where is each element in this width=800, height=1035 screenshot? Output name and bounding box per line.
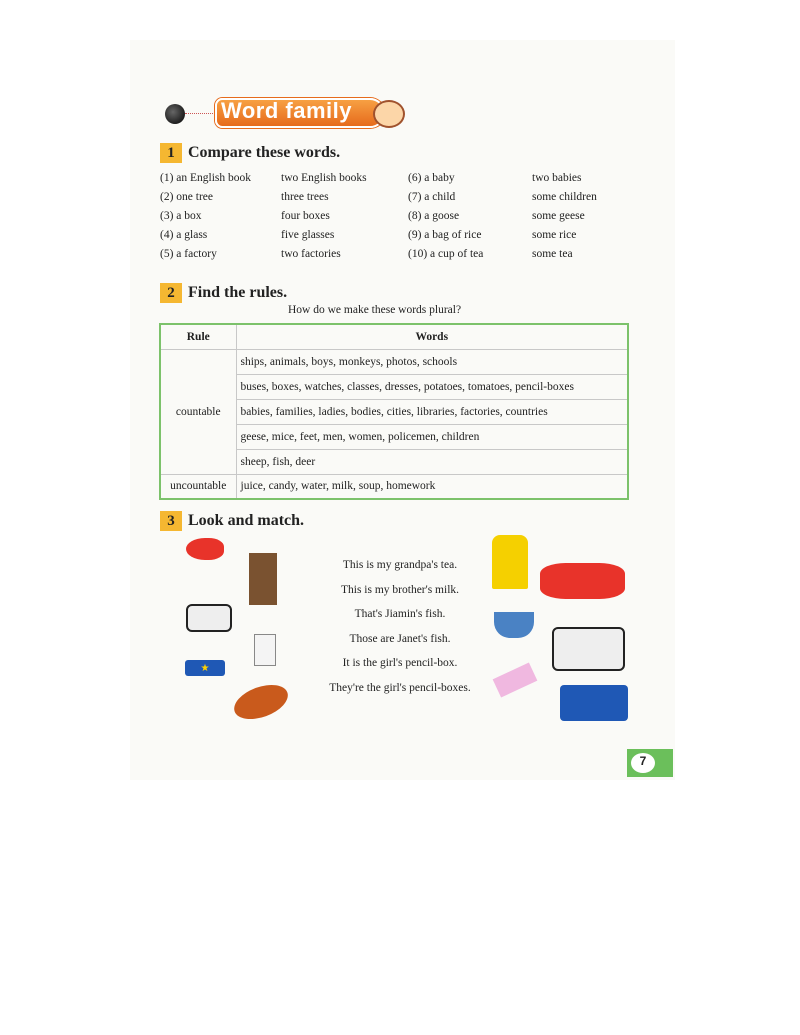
fish-group-icon — [540, 563, 625, 599]
table-row: geese, mice, feet, men, women, policemen, children — [160, 424, 628, 449]
cow-icon — [186, 604, 232, 632]
section-2-title: Find the rules. — [188, 284, 288, 301]
col-c: (6) a baby (7) a child (8) a goose (9) a bag of rice (10) a cup of tea — [408, 172, 484, 260]
dress-icon — [492, 535, 528, 589]
section-1-title: Compare these words. — [188, 144, 341, 161]
col-a: (1) an English book (2) one tree (3) a box (4) a glass (5) a factory — [160, 172, 252, 260]
word-family-banner — [163, 96, 413, 130]
table-header-row: Rule Words — [160, 324, 628, 349]
col-b: two English books three trees four boxes five glasses two factories — [281, 172, 367, 260]
rules-table — [159, 323, 629, 500]
pencil-box-icon: ★ — [185, 660, 225, 676]
milk-carton-icon — [254, 634, 276, 666]
page-number: 7 — [639, 754, 647, 768]
fish-icon — [186, 538, 224, 560]
cow-group-icon — [552, 627, 625, 671]
table-row: sheep, fish, deer — [160, 449, 628, 474]
section-3-heading: 3 Look and match. — [160, 511, 304, 531]
pants-icon — [249, 553, 277, 605]
section-1-heading: 1 Compare these words. — [160, 143, 340, 163]
bullet-dot-icon — [165, 104, 185, 124]
teacup-icon — [494, 612, 534, 638]
col-d: two babies some children some geese some rice some tea — [532, 172, 597, 260]
banner-title: Word family — [221, 98, 353, 123]
table-row: buses, boxes, watches, classes, dresses, potatoes, tomatoes, pencil-boxes — [160, 374, 628, 399]
table-row: uncountable juice, candy, water, milk, soup, homework — [160, 474, 628, 499]
table-row: countable ships, animals, boys, monkeys, photos, schools — [160, 349, 628, 374]
section-3-title: Look and match. — [188, 512, 305, 529]
section-2-heading: 2 Find the rules. — [160, 283, 287, 303]
plural-question: How do we make these words plural? — [288, 304, 462, 316]
pencil-boxes-icon — [560, 685, 628, 721]
table-row: babies, families, ladies, bodies, cities, libraries, factories, countries — [160, 399, 628, 424]
page-number-tab — [627, 749, 673, 777]
match-sentences: This is my grandpa's tea. This is my brother's milk. That's Jiamin's fish. Those are Janet's fish. It is the girl's pencil-box. They're the girl's pencil-boxes. — [329, 559, 471, 694]
boy-face-icon — [373, 100, 405, 128]
